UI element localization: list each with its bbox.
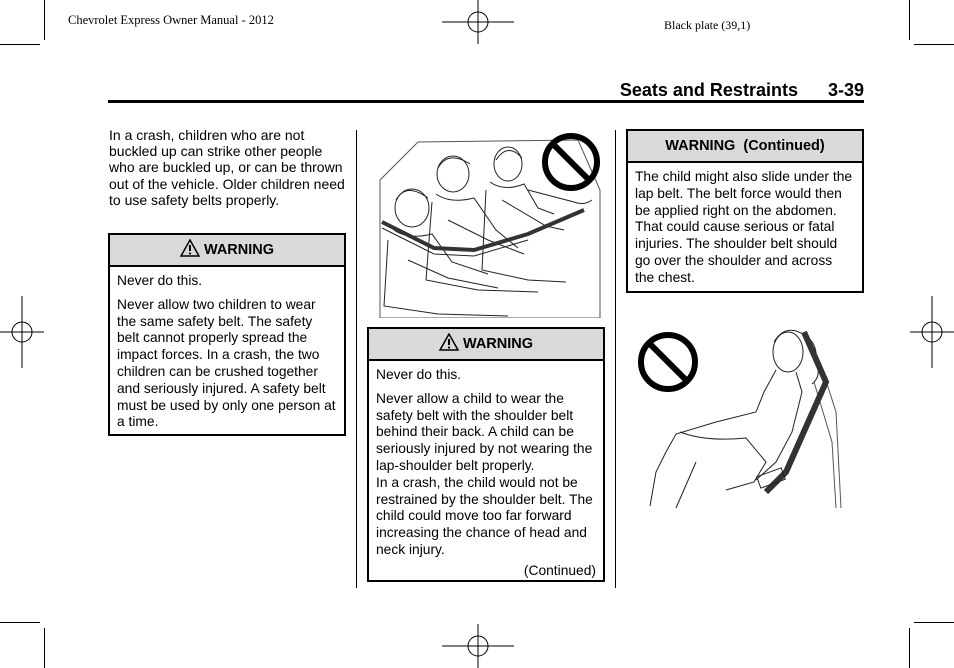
crop-mark [44,628,45,668]
warning-text: The child might also slide under the lap belt. The belt force would then be applied right on the abdomen. That could cause serious or fatal injuries. The shoulder belt should go over the shoulder and across the chest. [635,169,853,285]
warning-header: WARNING (Continued) [628,131,862,163]
warning-text: In a crash, the child would not be restrained by the shoulder belt. The child could move too far forward increasing the chance of head and neck injury. [376,474,593,557]
intro-paragraph: In a crash, children who are not buckled up can strike other people who are buckled up, or can be thrown out of the vehicle. Older children need to use safety belts properly. [109,127,345,208]
warning-text: Never do this. [376,367,462,382]
two-children-one-belt-illustration [378,130,602,318]
prohibited-sign-icon [641,335,695,389]
warning-body [628,163,862,291]
warning-text: Never do this. [117,273,203,288]
warning-body [369,361,603,584]
registration-mark-icon [442,0,514,44]
crop-mark [44,0,45,40]
section-title: Seats and Restraints [619,80,798,100]
warning-text: Never allow a child to wear the safety belt with the shoulder belt behind their back. A child can be seriously injured by not wearing the lap-shoulder belt properly. [376,390,593,473]
warning-header [369,329,603,361]
registration-mark-icon [442,624,514,668]
plate-label: Black plate (39,1) [664,18,751,32]
heading-rule [108,100,864,103]
warning-text: Never allow two children to wear the same safety belt. The safety belt cannot properly spread the impact forces. In a crash, the two children can be crushed together and seriously injured. A safety belt must be used by only one person at a time. [117,296,336,430]
crop-mark [0,622,40,623]
continued-label: (Continued) [523,562,596,578]
warning-box [108,233,346,436]
warning-box [367,327,605,582]
manual-title: Chevrolet Express Owner Manual - 2012 [68,13,274,27]
crop-mark [914,622,954,623]
warning-triangle-icon [439,333,459,351]
warning-header [110,235,344,267]
registration-mark-icon [910,296,954,368]
page-number: 3-39 [827,80,864,100]
crop-mark [0,44,40,45]
registration-mark-icon [0,296,44,368]
crop-mark [909,628,910,668]
column-divider [356,130,357,588]
crop-mark [909,0,910,40]
warning-title: WARNING [462,336,534,352]
crop-mark [914,44,954,45]
column-divider [615,130,616,588]
belt-behind-back-illustration [636,322,846,510]
warning-title: WARNING [203,242,275,258]
warning-body [110,267,344,435]
warning-box-continued [626,129,864,293]
section-heading [110,80,864,101]
warning-triangle-icon [180,239,200,257]
prohibited-sign-icon [545,136,597,188]
